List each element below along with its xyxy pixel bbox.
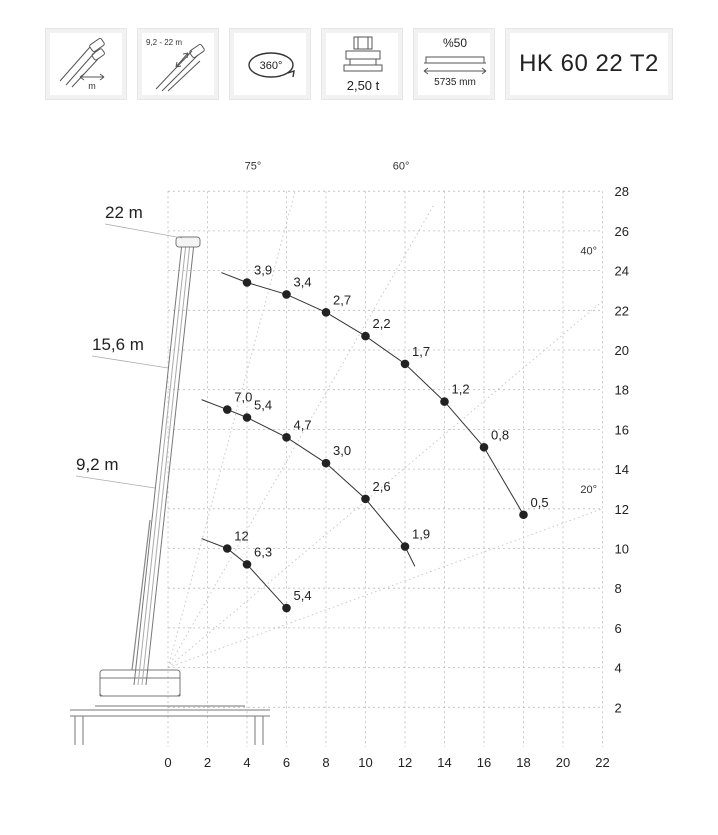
load-value-label: 0,5 (530, 494, 549, 510)
load-value-label: 5,4 (293, 588, 312, 604)
rotation-label: 360° (259, 60, 283, 72)
load-value-label: 3,4 (293, 274, 312, 290)
boom-length-label: 9,2 m (76, 455, 119, 474)
boom-length-card (137, 28, 219, 100)
capacity-label: 2,50 t (346, 78, 380, 93)
model-name: HK 60 22 T2 (505, 28, 673, 100)
y-tick-label: 10 (614, 541, 629, 557)
x-tick-label: 0 (164, 755, 172, 770)
load-point (401, 542, 410, 551)
angle-label: 60° (392, 160, 410, 173)
boom-label-leader (76, 476, 155, 488)
load-point (282, 433, 291, 442)
boom-label-leader (92, 356, 168, 368)
load-value-label: 1,9 (412, 526, 431, 542)
rotation-card (229, 28, 311, 100)
telescopic-boom-icon (138, 29, 220, 101)
y-tick-label: 22 (614, 303, 629, 319)
load-point (361, 332, 370, 341)
load-point (440, 397, 449, 406)
y-tick-label: 14 (614, 462, 629, 478)
load-value-label: 4,7 (293, 417, 312, 433)
x-tick-label: 16 (476, 755, 492, 770)
y-tick-label: 6 (614, 620, 622, 636)
y-tick-label: 24 (614, 263, 629, 279)
x-tick-label: 4 (243, 755, 251, 770)
x-tick-label: 18 (516, 755, 531, 770)
load-value-label: 3,0 (333, 443, 352, 459)
load-value-label: 3,9 (254, 262, 273, 278)
load-value-label: 5,4 (254, 397, 273, 413)
load-point (480, 443, 489, 452)
x-tick-label: 8 (322, 755, 330, 770)
slope-percent-label: %50 (442, 36, 468, 50)
load-value-label: 2,2 (372, 316, 391, 332)
boom-label-leader (105, 224, 182, 238)
load-value-label: 2,6 (372, 478, 391, 494)
angle-label: 75° (244, 160, 262, 173)
y-tick-label: 4 (614, 660, 622, 676)
crane-boom (134, 243, 194, 685)
slope-width-label: 5735 mm (434, 77, 476, 88)
x-tick-label: 12 (397, 755, 413, 770)
load-curves (202, 263, 549, 613)
outrigger-icon (46, 29, 128, 101)
load-value-label: 1,2 (451, 381, 470, 397)
load-value-label: 2,7 (333, 292, 352, 308)
x-tick-label: 2 (203, 755, 212, 770)
load-value-label: 1,7 (412, 343, 431, 359)
angle-lines (168, 160, 603, 667)
spec-bar (0, 0, 718, 110)
x-tick-label: 14 (437, 755, 452, 770)
x-tick-label: 22 (595, 755, 610, 770)
outrigger-unit-label: m (88, 81, 96, 91)
slope-card (413, 28, 495, 100)
y-tick-label: 18 (614, 382, 629, 398)
axis-ticks (164, 184, 629, 770)
load-point (243, 278, 252, 287)
crane-drawing (70, 237, 273, 745)
load-point (223, 405, 232, 414)
load-point (282, 290, 291, 299)
load-point (322, 459, 331, 468)
load-point (223, 544, 232, 553)
load-hook-icon (322, 29, 404, 101)
load-value-label: 7,0 (234, 389, 253, 405)
y-tick-label: 12 (614, 501, 629, 517)
crane-basket (176, 237, 200, 247)
angle-label: 20° (580, 483, 597, 496)
load-point (322, 308, 331, 317)
load-value-label: 0,8 (491, 427, 510, 443)
load-curve (202, 539, 287, 608)
boom-range-label: 9,2 - 22 m (146, 38, 183, 47)
crane-boom-inner (138, 243, 190, 685)
slope-icon (414, 29, 496, 101)
y-tick-label: 16 (614, 422, 629, 438)
outrigger-card (45, 28, 127, 100)
boom-length-labels (76, 203, 182, 488)
load-point (243, 413, 252, 422)
load-point (243, 560, 252, 569)
boom-length-label: 22 m (105, 203, 143, 222)
load-point (361, 495, 370, 504)
y-tick-label: 2 (614, 700, 622, 716)
load-point (401, 360, 410, 369)
y-tick-label: 28 (614, 184, 629, 200)
load-point (282, 604, 291, 613)
load-value-label: 6,3 (254, 544, 273, 560)
chart-grid (168, 191, 603, 747)
y-tick-label: 26 (614, 223, 629, 239)
load-value-label: 12 (234, 528, 249, 544)
x-tick-label: 20 (555, 755, 571, 770)
y-tick-label: 20 (614, 343, 629, 358)
load-chart (0, 110, 718, 835)
y-tick-label: 8 (614, 581, 622, 597)
boom-length-label: 15,6 m (92, 335, 144, 354)
load-point (519, 510, 528, 519)
angle-label: 40° (580, 245, 597, 258)
rotation-icon (230, 29, 312, 101)
x-tick-label: 10 (358, 755, 373, 770)
x-tick-label: 6 (282, 755, 291, 770)
capacity-card (321, 28, 403, 100)
